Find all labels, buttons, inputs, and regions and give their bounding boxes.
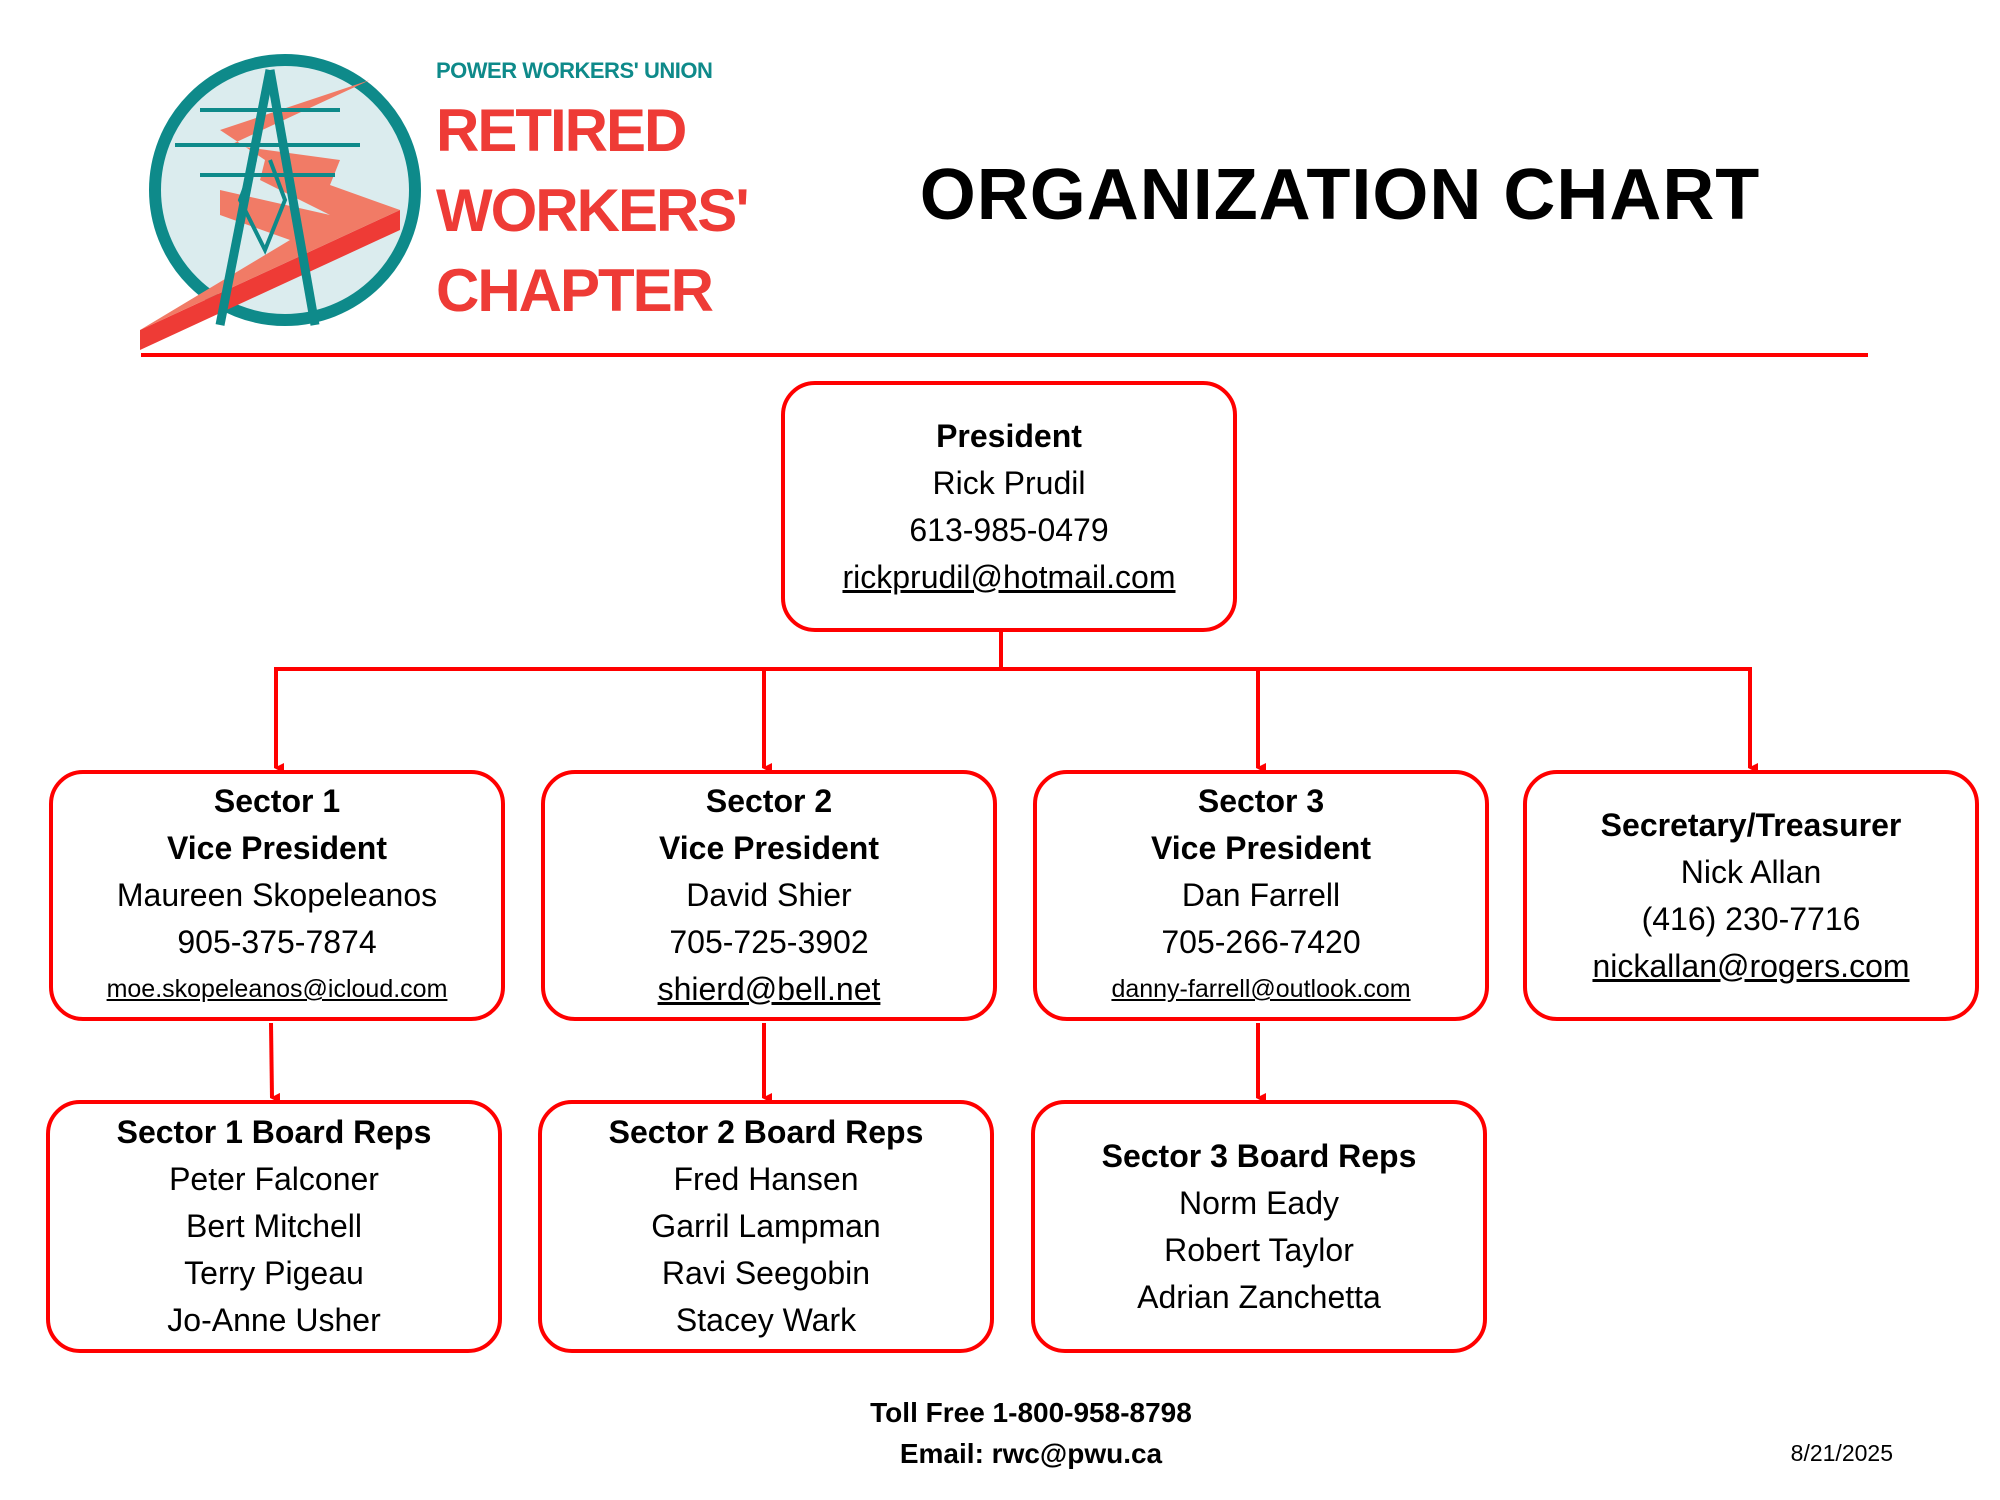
board-rep: Peter Falconer	[169, 1161, 379, 1197]
secretary-role: Secretary/Treasurer	[1600, 806, 1902, 843]
board-rep: Jo-Anne Usher	[167, 1302, 381, 1338]
secretary-name: Nick Allan	[1680, 853, 1822, 890]
board-rep: Robert Taylor	[1164, 1231, 1354, 1268]
logo-line-workers: WORKERS'	[436, 177, 748, 244]
board-rep: Stacey Wark	[675, 1302, 857, 1338]
board-rep: Bert Mitchell	[185, 1208, 363, 1244]
vp-role: Vice President	[1151, 830, 1371, 866]
vp-sector: Sector 2	[705, 783, 833, 819]
board-rep: Ravi Seegobin	[661, 1255, 871, 1291]
president-role: President	[936, 417, 1082, 454]
board-rep: Adrian Zanchetta	[1137, 1278, 1381, 1315]
secretary-treasurer-box	[1523, 770, 1979, 1021]
sector1-vp-box	[49, 770, 505, 1021]
sector3-board-reps-box	[1031, 1100, 1487, 1353]
toll-free: Toll Free 1-800-958-8798	[870, 1397, 1192, 1428]
footer-email: Email: rwc@pwu.ca	[899, 1438, 1163, 1469]
president-email-link[interactable]: rickprudil@hotmail.com	[842, 558, 1176, 595]
vp-phone: 705-725-3902	[669, 924, 869, 960]
board-reps-title: Sector 1 Board Reps	[116, 1114, 432, 1150]
president-box	[781, 381, 1237, 632]
vp-phone: 705-266-7420	[1161, 924, 1361, 960]
sector1-board-reps-box	[46, 1100, 502, 1353]
board-rep: Norm Eady	[1178, 1184, 1340, 1221]
vp-sector: Sector 1	[213, 783, 341, 819]
sector2-board-reps-box	[538, 1100, 994, 1353]
vp-sector: Sector 3	[1197, 783, 1325, 819]
page-title: ORGANIZATION CHART	[919, 155, 1761, 235]
board-rep: Terry Pigeau	[184, 1255, 364, 1291]
secretary-email-link[interactable]: nickallan@rogers.com	[1592, 947, 1910, 984]
vp-phone: 905-375-7874	[177, 924, 377, 960]
vp-role: Vice President	[167, 830, 387, 866]
vp-name: Maureen Skopeleanos	[116, 877, 438, 913]
vp-name: David Shier	[686, 877, 852, 913]
logo-line-retired: RETIRED	[436, 97, 686, 164]
vp-email-link[interactable]: danny-farrell@outlook.com	[1111, 975, 1411, 1003]
vp-role: Vice President	[659, 830, 879, 866]
document-date: 8/21/2025	[1790, 1440, 1893, 1466]
logo-line-chapter: CHAPTER	[436, 257, 713, 324]
arrow-sector1-reps	[271, 1023, 272, 1098]
board-reps-title: Sector 2 Board Reps	[608, 1114, 924, 1150]
sector3-vp-box	[1033, 770, 1489, 1021]
board-rep: Fred Hansen	[673, 1161, 859, 1197]
president-name: Rick Prudil	[932, 464, 1086, 501]
vp-email-link[interactable]: moe.skopeleanos@icloud.com	[106, 975, 448, 1003]
sector2-vp-box	[541, 770, 997, 1021]
footer-contact	[731, 1392, 1331, 1474]
board-rep: Garril Lampman	[651, 1208, 881, 1244]
board-reps-title: Sector 3 Board Reps	[1101, 1137, 1417, 1174]
logo-org-name: POWER WORKERS' UNION	[436, 58, 713, 83]
president-phone: 613-985-0479	[909, 511, 1109, 548]
vp-email-link[interactable]: shierd@bell.net	[657, 971, 881, 1007]
secretary-phone: (416) 230-7716	[1641, 900, 1861, 937]
vp-name: Dan Farrell	[1181, 877, 1341, 913]
